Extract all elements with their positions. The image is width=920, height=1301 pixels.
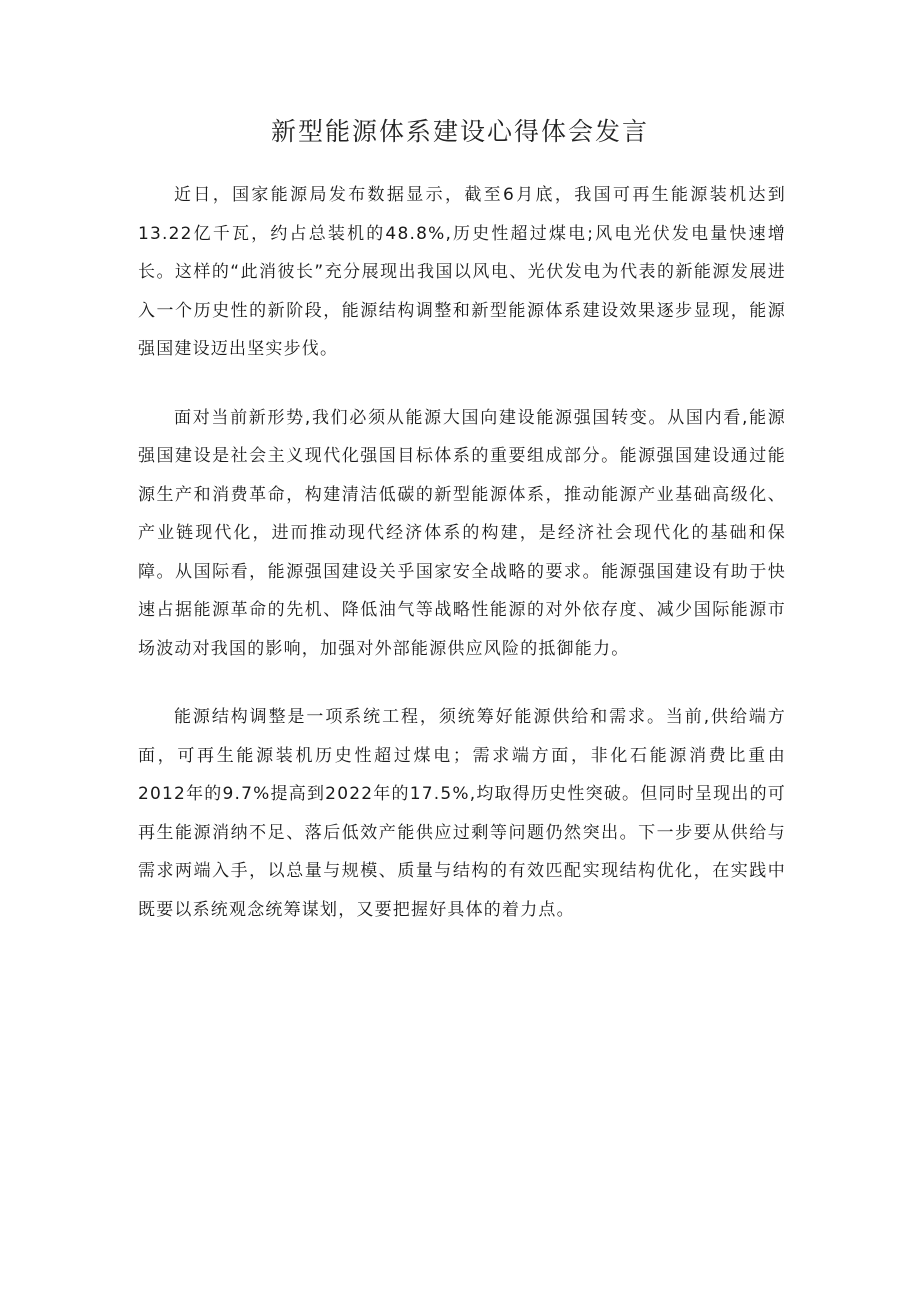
paragraph-2: 面对当前新形势,我们必须从能源大国向建设能源强国转变。从国内看,能源强国建设是社会主义现代化强国目标体系的重要组成部分。能源强国建设通过能源生产和消费革命，构建清洁低碳的新型能源体系，推动能源产业基础高级化、产业链现代化，进而推动现代经济体系的构建，是经济社会现代化的基础和保障。从国际看，能源强国建设关乎国家安全战略的要求。能源强国建设有助于快速占据能源革命的先机、降低油气等战略性能源的对外依存度、减少国际能源市场波动对我国的影响，加强对外部能源供应风险的抵御能力。 [138, 407, 786, 659]
document-title: 新型能源体系建设心得体会发言 [270, 117, 649, 146]
paragraph-3: 能源结构调整是一项系统工程，须统筹好能源供给和需求。当前,供给端方面，可再生能源装机历史性超过煤电；需求端方面，非化石能源消费比重由2012年的9.7%提高到2022年的17.5%,均取得历史性突破。但同时呈现出的可再生能源消纳不足、落后低效产能供应过剩等问题仍然突出。下一步要从供给与需求两端入手，以总量与规模、质量与结构的有效匹配实现结构优化，在实践中既要以系统观念统筹谋划，又要把握好具体的着力点。 [138, 707, 786, 920]
paragraph-1: 近日，国家能源局发布数据显示，截至6月底，我国可再生能源装机达到13.22亿千瓦，约占总装机的48.8%,历史性超过煤电;风电光伏发电量快速增长。这样的“此消彼长”充分展现出我国以风电、光伏发电为代表的新能源发展进入一个历史性的新阶段，能源结构调整和新型能源体系建设效果逐步显现，能源强国建设迈出坚实步伐。 [138, 185, 786, 359]
document-body [138, 176, 786, 959]
